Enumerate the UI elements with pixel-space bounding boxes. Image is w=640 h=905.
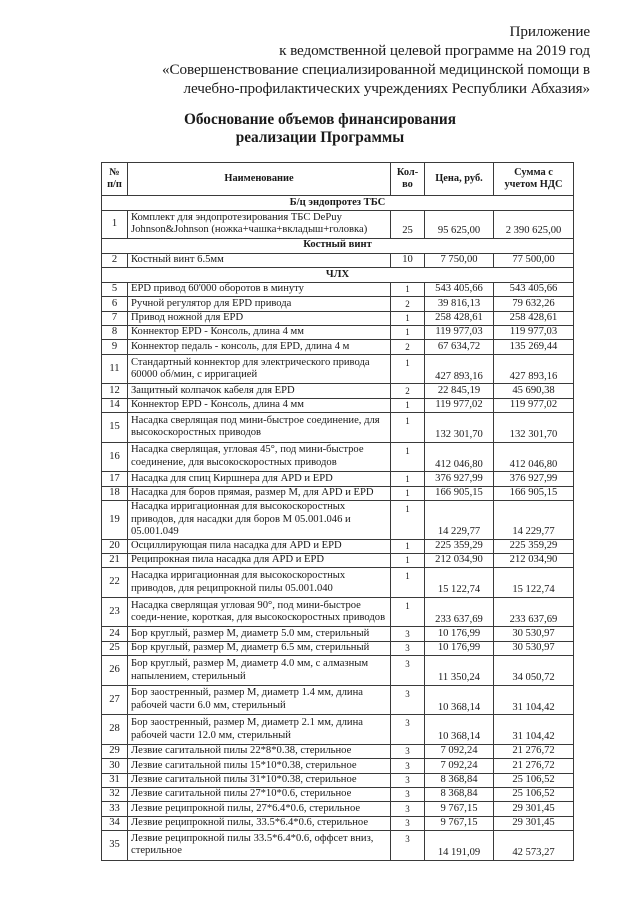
item-quantity: 3 (391, 685, 425, 715)
item-quantity: 1 (391, 413, 425, 443)
item-sum: 29 301,45 (494, 816, 574, 830)
item-quantity: 25 (391, 211, 425, 239)
item-sum: 135 269,44 (494, 340, 574, 354)
item-quantity: 1 (391, 500, 425, 539)
row-number: 32 (102, 787, 128, 801)
item-price: 22 845,19 (425, 384, 494, 398)
appendix-line: Приложение (509, 23, 590, 40)
item-quantity: 1 (391, 311, 425, 325)
section-title: ЧЛХ (102, 267, 574, 282)
item-name: Реципрокная пила насадка для APD и EPD (128, 554, 391, 568)
item-sum: 132 301,70 (494, 413, 574, 443)
item-name: Лезвие реципрокной пилы 33.5*6.4*0.6, оффсет вниз, стерильное (128, 831, 391, 861)
row-number: 8 (102, 326, 128, 340)
item-quantity: 3 (391, 641, 425, 655)
item-price: 8 368,84 (425, 773, 494, 787)
item-name: Лезвие реципрокной пилы, 27*6.4*0.6, стерильное (128, 802, 391, 816)
table-row (102, 413, 574, 443)
item-name: Коннектор EPD - Консоль, длина 4 мм (128, 326, 391, 340)
item-quantity: 1 (391, 597, 425, 627)
appendix-line: «Совершенствование специализированной медицинской помощи в (162, 61, 590, 78)
table-row (102, 500, 574, 539)
header-price-label: Цена, руб. (435, 173, 483, 184)
item-price: 10 176,99 (425, 627, 494, 641)
table-row (102, 773, 574, 787)
row-number: 16 (102, 442, 128, 472)
item-quantity: 10 (391, 253, 425, 267)
table-row (102, 685, 574, 715)
header-price (425, 163, 494, 196)
row-number: 30 (102, 759, 128, 773)
row-number: 33 (102, 802, 128, 816)
row-number: 6 (102, 297, 128, 311)
item-quantity: 1 (391, 554, 425, 568)
table-row (102, 211, 574, 239)
row-number: 29 (102, 744, 128, 758)
item-quantity: 1 (391, 539, 425, 553)
item-price: 166 905,15 (425, 486, 494, 500)
item-sum: 34 050,72 (494, 656, 574, 686)
item-price: 15 122,74 (425, 568, 494, 598)
item-price: 212 034,90 (425, 554, 494, 568)
item-price: 225 359,29 (425, 539, 494, 553)
row-number: 19 (102, 500, 128, 539)
row-number: 27 (102, 685, 128, 715)
table-row (102, 744, 574, 758)
item-price: 7 092,24 (425, 744, 494, 758)
item-name: Насадка сверлящая, угловая 45°, под мини-быстрое соединение, для высокоскоростных приводов (128, 442, 391, 472)
table-row (102, 568, 574, 598)
table-row (102, 297, 574, 311)
item-sum: 31 104,42 (494, 715, 574, 745)
item-quantity: 3 (391, 715, 425, 745)
row-number: 15 (102, 413, 128, 443)
item-quantity: 1 (391, 472, 425, 486)
table-row (102, 384, 574, 398)
item-quantity: 3 (391, 773, 425, 787)
table-row (102, 787, 574, 801)
title-line-2: реализации Программы (235, 129, 405, 146)
item-sum: 427 893,16 (494, 354, 574, 384)
row-number: 34 (102, 816, 128, 830)
item-quantity: 1 (391, 326, 425, 340)
table-row (102, 802, 574, 816)
item-quantity: 3 (391, 744, 425, 758)
item-sum: 543 405,66 (494, 282, 574, 296)
item-sum: 25 106,52 (494, 787, 574, 801)
item-price: 10 368,14 (425, 685, 494, 715)
row-number: 24 (102, 627, 128, 641)
row-number: 22 (102, 568, 128, 598)
item-name: Насадка сверлящая угловая 90°, под мини-быстрое соеди-нение, короткая, для высокоскоростных приводов (128, 597, 391, 627)
item-name: Насадка сверлящая под мини-быстрое соединение, для высокоскоростных приводов (128, 413, 391, 443)
item-sum: 119 977,03 (494, 326, 574, 340)
item-quantity: 2 (391, 297, 425, 311)
item-price: 376 927,99 (425, 472, 494, 486)
row-number: 1 (102, 211, 128, 239)
row-number: 26 (102, 656, 128, 686)
item-sum: 166 905,15 (494, 486, 574, 500)
item-price: 9 767,15 (425, 802, 494, 816)
table-row (102, 340, 574, 354)
row-number: 2 (102, 253, 128, 267)
item-name: Коннектор EPD - Консоль, длина 4 мм (128, 398, 391, 412)
table-row (102, 442, 574, 472)
item-name: Комплект для эндопротезирования ТБС DePuy Johnson&Johnson (ножка+чашка+вкладыш+головка) (128, 211, 391, 239)
item-price: 543 405,66 (425, 282, 494, 296)
row-number: 14 (102, 398, 128, 412)
section-row (102, 196, 574, 211)
item-quantity: 3 (391, 627, 425, 641)
item-name: Привод ножной для EPD (128, 311, 391, 325)
header-name-label: Наименование (224, 173, 294, 184)
item-sum: 258 428,61 (494, 311, 574, 325)
item-name: Насадка для спиц Киршнера для APD и EPD (128, 472, 391, 486)
item-sum: 25 106,52 (494, 773, 574, 787)
item-quantity: 2 (391, 340, 425, 354)
item-sum: 376 927,99 (494, 472, 574, 486)
table-row (102, 311, 574, 325)
item-quantity: 1 (391, 282, 425, 296)
row-number: 25 (102, 641, 128, 655)
item-sum: 21 276,72 (494, 744, 574, 758)
section-title: Б/ц эндопротез ТБС (102, 196, 574, 211)
item-sum: 212 034,90 (494, 554, 574, 568)
item-quantity: 3 (391, 802, 425, 816)
row-number: 5 (102, 282, 128, 296)
item-sum: 412 046,80 (494, 442, 574, 472)
item-price: 8 368,84 (425, 787, 494, 801)
header-sum (494, 163, 574, 196)
financing-table (101, 162, 574, 861)
item-name: Насадка для боров прямая, размер М, для APD и EPD (128, 486, 391, 500)
item-name: Защитный колпачок кабеля для EPD (128, 384, 391, 398)
item-name: Бор заостренный, размер М, диаметр 1.4 мм, длина рабочей части 6.0 мм, стерильный (128, 685, 391, 715)
item-sum: 45 690,38 (494, 384, 574, 398)
item-price: 258 428,61 (425, 311, 494, 325)
item-name: Бор круглый, размер М, диаметр 5.0 мм, стерильный (128, 627, 391, 641)
header-qty (391, 163, 425, 196)
item-name: Бор круглый, размер М, диаметр 4.0 мм, с алмазным напылением, стерильный (128, 656, 391, 686)
table-row (102, 539, 574, 553)
item-name: Костный винт 6.5мм (128, 253, 391, 267)
table-row (102, 282, 574, 296)
item-price: 67 634,72 (425, 340, 494, 354)
item-sum: 77 500,00 (494, 253, 574, 267)
item-name: Лезвие сагитальной пилы 27*10*0.6, стерильное (128, 787, 391, 801)
item-quantity: 1 (391, 398, 425, 412)
item-quantity: 3 (391, 831, 425, 861)
table-row (102, 597, 574, 627)
item-name: EPD привод 60'000 оборотов в минуту (128, 282, 391, 296)
table-row (102, 253, 574, 267)
table-row (102, 627, 574, 641)
header-num (102, 163, 128, 196)
item-sum: 15 122,74 (494, 568, 574, 598)
section-row (102, 267, 574, 282)
item-price: 119 977,03 (425, 326, 494, 340)
row-number: 31 (102, 773, 128, 787)
item-price: 132 301,70 (425, 413, 494, 443)
appendix-header (162, 22, 590, 98)
table-row (102, 759, 574, 773)
item-quantity: 2 (391, 384, 425, 398)
table-body (102, 196, 574, 861)
table-row (102, 486, 574, 500)
row-number: 23 (102, 597, 128, 627)
item-quantity: 1 (391, 486, 425, 500)
row-number: 18 (102, 486, 128, 500)
header-name (128, 163, 391, 196)
item-name: Лезвие реципрокной пилы, 33.5*6.4*0.6, стерильное (128, 816, 391, 830)
item-name: Бор круглый, размер М, диаметр 6.5 мм, стерильный (128, 641, 391, 655)
item-price: 10 368,14 (425, 715, 494, 745)
item-price: 233 637,69 (425, 597, 494, 627)
item-quantity: 3 (391, 816, 425, 830)
item-sum: 30 530,97 (494, 641, 574, 655)
appendix-line: к ведомственной целевой программе на 2019 год (279, 42, 590, 59)
item-price: 14 191,09 (425, 831, 494, 861)
item-price: 412 046,80 (425, 442, 494, 472)
item-quantity: 1 (391, 568, 425, 598)
item-sum: 31 104,42 (494, 685, 574, 715)
item-sum: 14 229,77 (494, 500, 574, 539)
item-name: Лезвие сагитальной пилы 15*10*0.38, стерильное (128, 759, 391, 773)
item-price: 427 893,16 (425, 354, 494, 384)
table-row (102, 398, 574, 412)
item-price: 10 176,99 (425, 641, 494, 655)
item-name: Насадка ирригационная для высокоскоростных приводов, для насадки для боров М 05.001.046 и 05.001.049 (128, 500, 391, 539)
item-sum: 2 390 625,00 (494, 211, 574, 239)
item-name: Насадка ирригационная для высокоскоростных приводов, для реципрокной пилы 05.001.040 (128, 568, 391, 598)
item-sum: 21 276,72 (494, 759, 574, 773)
item-price: 7 092,24 (425, 759, 494, 773)
item-price: 119 977,02 (425, 398, 494, 412)
header-sum-label: Сумма с учетом НДС (504, 167, 563, 190)
item-quantity: 3 (391, 759, 425, 773)
item-quantity: 3 (391, 787, 425, 801)
item-sum: 79 632,26 (494, 297, 574, 311)
table-row (102, 641, 574, 655)
item-name: Коннектор педаль - консоль, для EPD, длина 4 м (128, 340, 391, 354)
table-row (102, 656, 574, 686)
item-sum: 30 530,97 (494, 627, 574, 641)
row-number: 7 (102, 311, 128, 325)
row-number: 12 (102, 384, 128, 398)
row-number: 17 (102, 472, 128, 486)
row-number: 28 (102, 715, 128, 745)
title-line-1: Обоснование объемов финансирования (183, 111, 457, 128)
item-quantity: 1 (391, 354, 425, 384)
table-row (102, 326, 574, 340)
item-price: 7 750,00 (425, 253, 494, 267)
item-name: Ручной регулятор для EPD привода (128, 297, 391, 311)
table-row (102, 472, 574, 486)
item-price: 9 767,15 (425, 816, 494, 830)
item-price: 11 350,24 (425, 656, 494, 686)
row-number: 9 (102, 340, 128, 354)
table-row (102, 554, 574, 568)
item-sum: 225 359,29 (494, 539, 574, 553)
table-row (102, 831, 574, 861)
item-quantity: 1 (391, 442, 425, 472)
row-number: 20 (102, 539, 128, 553)
row-number: 35 (102, 831, 128, 861)
table-row (102, 816, 574, 830)
item-sum: 42 573,27 (494, 831, 574, 861)
section-row (102, 238, 574, 253)
table-header-row (102, 163, 574, 196)
row-number: 21 (102, 554, 128, 568)
table-row (102, 354, 574, 384)
item-sum: 29 301,45 (494, 802, 574, 816)
item-sum: 233 637,69 (494, 597, 574, 627)
item-name: Бор заостренный, размер М, диаметр 2.1 мм, длина рабочей части 12.0 мм, стерильный (128, 715, 391, 745)
section-title: Костный винт (102, 238, 574, 253)
document-title (0, 111, 640, 147)
header-num-label: № п/п (107, 167, 122, 190)
item-name: Стандартный коннектор для электрического привода 60000 об/мин, с ирригацией (128, 354, 391, 384)
header-qty-label: Кол-во (396, 167, 419, 190)
appendix-line: лечебно-профилактических учреждениях Республики Абхазия» (183, 80, 590, 97)
item-quantity: 3 (391, 656, 425, 686)
row-number: 11 (102, 354, 128, 384)
item-name: Осциллирующая пила насадка для APD и EPD (128, 539, 391, 553)
table-row (102, 715, 574, 745)
item-sum: 119 977,02 (494, 398, 574, 412)
item-name: Лезвие сагитальной пилы 31*10*0.38, стерильное (128, 773, 391, 787)
item-price: 39 816,13 (425, 297, 494, 311)
item-price: 95 625,00 (425, 211, 494, 239)
item-price: 14 229,77 (425, 500, 494, 539)
item-name: Лезвие сагитальной пилы 22*8*0.38, стерильное (128, 744, 391, 758)
